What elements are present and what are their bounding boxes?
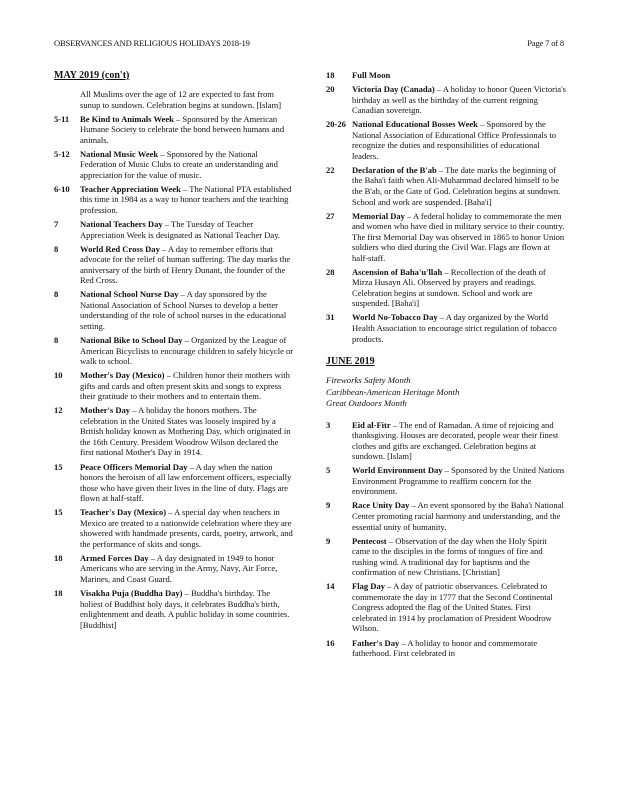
entry-name: Race Unity Day <box>352 500 410 511</box>
june-entry-list <box>326 420 566 659</box>
entry-name: National Music Week <box>80 148 159 159</box>
left-entry-list <box>54 89 294 630</box>
entry-name: Peace Officers Memorial Day <box>80 461 188 472</box>
calendar-entry <box>326 500 566 532</box>
calendar-entry <box>54 370 294 402</box>
entry-name: Teacher Appreciation Week <box>80 183 181 194</box>
calendar-entry <box>326 165 566 207</box>
entry-date: 15 <box>54 461 63 472</box>
entry-date: 7 <box>54 219 59 230</box>
entry-date: 31 <box>326 312 335 323</box>
entry-name: Eid al-Fitr <box>352 419 391 430</box>
entry-description: – A day designated in 1949 to honor Americans who are serving in the Army, Navy, Air Force, Marines, and Coast Guard. <box>80 552 278 584</box>
calendar-entry <box>54 244 294 286</box>
june-observances <box>326 375 566 410</box>
entry-date: 16 <box>326 637 335 648</box>
entry-date: 8 <box>54 334 59 345</box>
calendar-entry <box>326 420 566 462</box>
entry-date: 18 <box>326 70 335 80</box>
entry-name: Victoria Day (Canada) <box>352 84 435 95</box>
entry-date: 20 <box>326 84 335 95</box>
entry-name: Flag Day <box>352 581 385 592</box>
entry-description: – A day organized by the World Health Association to encourage strict regulation of tobacco products. <box>352 312 557 344</box>
entry-date: 3 <box>326 419 331 430</box>
calendar-entry <box>54 289 294 331</box>
entry-date: 28 <box>326 266 335 277</box>
entry-description: – A holiday to honor and commemorate fatherhood. First celebrated in <box>352 637 538 659</box>
entry-description: – The date marks the beginning of the Baha'i faith when Ali-Muhammad declared himself to be the B'ab, or the Gate of God. Celebration begins at sundown. School and work are suspended. [Baha'i] <box>352 164 561 207</box>
page-number: Page 7 of 8 <box>527 38 564 48</box>
entry-description: – Buddha's birthday. The holiest of Buddhist holy days, it celebrates Buddha's birth, enlightenment and death. A public holiday in some countries. [Buddhist] <box>80 588 290 630</box>
calendar-entry <box>54 219 294 240</box>
entry-description: – Sponsored by the United Nations Environment Programme to reaffirm concern for the environment. <box>352 465 565 497</box>
entry-description: – A holiday the honors mothers. The celebration in the United States was loosely inspired by a British holiday known as Mothering Day, which originated in the 16th Century. President Woodrow Wilson declared the first national Mother's Day in 1914. <box>80 405 291 458</box>
entry-description: – Sponsored by the National Association of Educational Office Professionals to recognize the duties and responsibilities of educational leaders. <box>352 119 556 161</box>
calendar-entry <box>326 638 566 659</box>
entry-description: – A day when the nation honors the heroism of all law enforcement officers, especially those who have given their lives in the line of duty. Flags are flown at half-staff. <box>80 461 292 504</box>
entry-description: – A day of patriotic observances. Celebrated to commemorate the day in 1777 that the Second Continental Congress adopted the flag of the United States. First celebrated in 1914 by proclamation of President Woodrow Wilson. <box>352 581 553 634</box>
entry-name: Declaration of the B'ab <box>352 164 437 175</box>
observance-month: Caribbean-American Heritage Month <box>326 386 460 397</box>
calendar-entry <box>54 507 294 549</box>
entry-date: 20-26 <box>326 119 346 130</box>
entry-date: 9 <box>326 500 331 511</box>
calendar-entry <box>326 312 566 344</box>
entry-name: National Teachers Day <box>80 219 163 230</box>
entry-date: 22 <box>326 164 335 175</box>
entry-date: 27 <box>326 210 335 221</box>
entry-description: – Observation of the day when the Holy Spirit came to the disciples in the forms of tongues of fire and rushing wind. A traditional day for baptisms and the confirmation of new Christians. [Christian] <box>352 535 547 578</box>
entry-name: Teacher's Day (Mexico) <box>80 507 167 518</box>
running-header-title: OBSERVANCES AND RELIGIOUS HOLIDAYS 2018-19 <box>54 38 250 48</box>
entry-name: Mother's Day <box>80 405 131 416</box>
calendar-entry <box>326 119 566 161</box>
entry-description: – A federal holiday to commemorate the men and women who have died in military service to their country. The first Memorial Day was observed in 1865 to honor Union soldiers who died during the Civil War. Flags are flown at half-staff. <box>352 210 565 263</box>
calendar-entry <box>326 211 566 264</box>
entry-date: 15 <box>54 507 63 518</box>
section-title-june: JUNE 2019 <box>326 356 375 368</box>
right-column <box>326 70 566 662</box>
calendar-entry <box>54 405 294 458</box>
entry-name: National Bike to School Day <box>80 334 183 345</box>
entry-description: – The Tuesday of Teacher Appreciation Week is designated as National Teacher Day. <box>80 219 281 240</box>
entry-date: 5-11 <box>54 113 70 124</box>
entry-name: National School Nurse Day <box>80 289 179 300</box>
entry-date: 14 <box>326 581 335 592</box>
entry-date: 10 <box>54 370 63 381</box>
observance-month: Fireworks Safety Month <box>326 375 411 386</box>
entry-description: – Organized by the League of American Bicyclists to encourage children to safely bicycle or walk to school. <box>80 334 294 367</box>
calendar-entry <box>54 462 294 504</box>
calendar-entry <box>54 588 294 630</box>
calendar-entry <box>54 335 294 367</box>
entry-date: 9 <box>326 535 331 546</box>
entry-description: – Sponsored by the National Federation of Music Clubs to create an understanding and appreciation for the value of music. <box>80 148 278 180</box>
entry-name: World No-Tobacco Day <box>352 312 438 323</box>
calendar-entry <box>326 536 566 578</box>
entry-description: – The end of Ramadan. A time of rejoicing and thanksgiving. Houses are decorated, people wear their finest clothes and gifts are exchanged. Celebration begins at sundown. [Islam] <box>352 419 559 462</box>
entry-date: 8 <box>54 243 59 254</box>
entry-name: World Red Cross Day <box>80 243 160 254</box>
entry-name: Mother's Day (Mexico) <box>80 370 165 381</box>
entry-description: – A special day when teachers in Mexico are treated to a nationwide celebration where they are showered with handmade presents, cards, poetry, artwork, and the performance of skits and songs. <box>80 507 293 549</box>
entry-date: 5-12 <box>54 148 70 159</box>
calendar-entry <box>54 184 294 216</box>
entry-name: Armed Forces Day <box>80 552 149 563</box>
entry-description: – Recollection of the death of Mirza Husayn Ali. Observed by prayers and readings. Celebration begins at sundown. School and work are suspended. [Baha'i] <box>352 266 546 309</box>
entry-description: – A day to remember efforts that advocate for the relief of human suffering. The day marks the anniversary of the birth of Henry Dunant, the founder of the Red Cross. <box>80 243 291 286</box>
entry-name: Visakha Puja (Buddha Day) <box>80 588 183 599</box>
entry-description: – Sponsored by the American Humane Society to celebrate the bond between humans and animals. <box>80 113 285 145</box>
entry-description: – An event sponsored by the Baha'i National Center promoting racial harmony and understanding, and the essential unity of humanity. <box>352 500 564 532</box>
entry-name: World Environment Day <box>352 465 443 476</box>
entry-name: National Educational Bosses Week <box>352 119 478 130</box>
calendar-entry <box>326 84 566 116</box>
entry-name: Memorial Day <box>352 210 405 221</box>
entry-description: – A day sponsored by the National Association of School Nurses to develop a better understanding of the role of school nurses in the educational setting. <box>80 289 287 331</box>
calendar-entry <box>54 114 294 146</box>
entry-name: Be Kind to Animals Week <box>80 113 174 124</box>
section-title-may: MAY 2019 (con't) <box>54 70 130 81</box>
calendar-entry <box>326 465 566 497</box>
entry-name: Ascension of Baha'u'llah <box>352 266 443 277</box>
entry-name: Father's Day <box>352 637 400 648</box>
entry-name: Pentecost <box>352 535 387 546</box>
entry-date: 18 <box>54 552 63 563</box>
entry-date: 12 <box>54 405 63 416</box>
calendar-entry <box>54 149 294 181</box>
observance-month: Great Outdoors Month <box>326 398 407 409</box>
entry-description: – The National PTA established this time in 1984 as a way to honor teachers and the teaching profession. <box>80 183 292 215</box>
calendar-entry <box>326 267 566 309</box>
entry-description: – Children honor their mothers with gifts and cards and often present skits and songs to express their gratitude to their mothers and to entertain them. <box>80 370 290 402</box>
entry-date: 5 <box>326 465 331 476</box>
calendar-entry <box>326 70 566 81</box>
entry-date: 6-10 <box>54 183 70 194</box>
entry-date: 8 <box>54 289 59 300</box>
may-entry-list <box>326 70 566 344</box>
calendar-entry <box>326 581 566 634</box>
entry-name: Full Moon <box>352 70 391 80</box>
entry-description: – A holiday to honor Queen Victoria's birthday as well as the birthday of the current reigning Canadian sovereign. <box>352 84 566 116</box>
calendar-entry <box>54 553 294 585</box>
left-column <box>54 70 294 634</box>
entry-date: 18 <box>54 588 63 599</box>
entry-description: All Muslims over the age of 12 are expected to fast from sunup to sundown. Celebration begins at sundown. [Islam] <box>80 89 282 110</box>
calendar-entry <box>54 89 294 110</box>
